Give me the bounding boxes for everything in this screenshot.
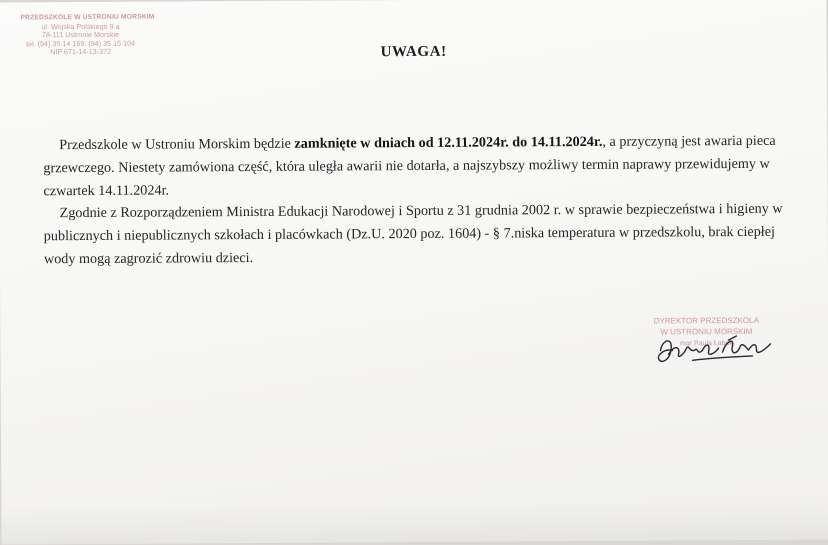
paragraph-1-lead: Przedszkole w Ustroniu Morskim będzie [59, 135, 295, 154]
closure-dates: zamknięte w dniach od 12.11.2024r. do 14.11.2024r. [294, 133, 603, 152]
paragraph-1-rest: , a przyczyną jest awaria pieca grzewczego. Niestety zamówiona część, która uległa awarii nie dotarła, a najszybszy możliwy termin naprawy przewidujemy w czwartek 14.11.2024r. [43, 132, 776, 199]
stamp-city: 78-111 Ustronie Morskie [41, 29, 120, 40]
handwritten-signature [652, 330, 780, 371]
notice-paragraph-2: Zgodnie z Rozporządzeniem Ministra Edukacji Narodowej i Sportu z 31 grudnia 2002 r. w sprawie bezpieczeństwa i higieny w publicznych i niepublicznych szkołach i placówkach (Dz.U. 2020 poz. 1604) - § 7.niska temperatura w przedszkolu, brak ciepłej wody mogą zagrozić zdrowiu dzieci. [43, 201, 783, 268]
stamp-nip: NIP 671-14-13-372 [50, 47, 112, 57]
stamp-phone: tel. (94) 35 14 169, (94) 35 15 104 [26, 38, 136, 49]
stamp-institution-name: PRZEDSZKOLE W USTRONIU MORSKIM [20, 13, 155, 22]
page-title: UWAGA! [380, 43, 447, 61]
director-stamp-name: mgr Paula Łabuk [679, 340, 733, 348]
director-stamp-place: W USTRONIU MORSKIM [660, 326, 753, 336]
notice-body [43, 130, 789, 271]
institution-stamp [20, 13, 155, 58]
page-shadow [1, 499, 828, 544]
stamp-street: ul. Wojska Polskiego 9 a [41, 21, 120, 31]
director-stamp-title: DYREKTOR PRZEDSZKOLA [653, 315, 759, 326]
notice-paragraph-1 [43, 130, 788, 203]
